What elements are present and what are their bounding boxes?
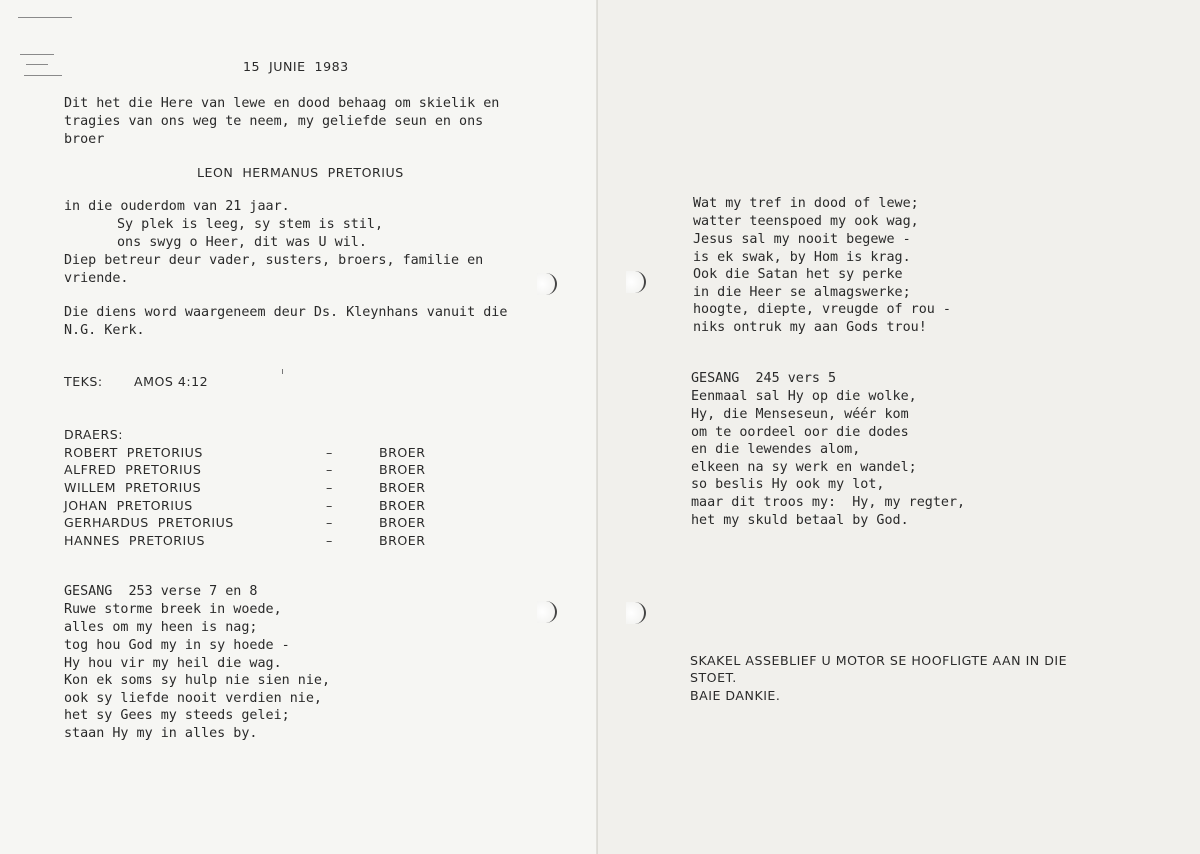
hymn-line: elkeen na sy werk en wandel; — [691, 460, 917, 475]
bearer-name: WILLEM PRETORIUS — [64, 480, 202, 495]
bearer-relation: BROER — [379, 462, 426, 477]
verse-line: is ek swak, by Hom is krag. — [693, 250, 911, 265]
text-label: TEKS: — [64, 374, 103, 389]
margin-mark — [26, 64, 48, 65]
bearer-dash: – — [326, 498, 333, 513]
bearer-name: HANNES PRETORIUS — [64, 533, 205, 548]
verse-line: Wat my tref in dood of lewe; — [693, 196, 919, 211]
verse-line: Ook die Satan het sy perke — [693, 267, 903, 282]
service-date: 15 JUNIE 1983 — [243, 59, 349, 74]
hymn-line: maar dit troos my: Hy, my regter, — [691, 495, 966, 510]
hymn-line: Eenmaal sal Hy op die wolke, — [691, 389, 917, 404]
hymn-line: ook sy liefde nooit verdien nie, — [64, 691, 322, 706]
bearer-name: JOHAN PRETORIUS — [64, 498, 193, 513]
service-line: N.G. Kerk. — [64, 323, 145, 338]
hymn-line: tog hou God my in sy hoede - — [64, 638, 290, 653]
hymn-line: alles om my heen is nag; — [64, 620, 258, 635]
bearer-relation: BROER — [379, 480, 426, 495]
hymn-line: het my skuld betaal by God. — [691, 513, 909, 528]
announcement-line: tragies van ons weg te neem, my geliefde seun en ons — [64, 114, 484, 129]
text-reference: AMOS 4:12 — [134, 374, 209, 389]
deceased-name: LEON HERMANUS PRETORIUS — [197, 165, 404, 180]
announcement-line: broer — [64, 132, 105, 147]
poem-line: Sy plek is leeg, sy stem is stil, — [117, 217, 384, 232]
announcement-line: Dit het die Here van lewe en dood behaag om skielik en — [64, 96, 500, 111]
notice-line: STOET. — [690, 670, 737, 685]
verse-line: hoogte, diepte, vreugde of rou - — [693, 302, 951, 317]
verse-line: watter teenspoed my ook wag, — [693, 214, 919, 229]
left-page — [0, 0, 598, 854]
notice-line: SKAKEL ASSEBLIEF U MOTOR SE HOOFLIGTE AAN IN DIE — [690, 653, 1068, 668]
hymn-line: om te oordeel oor die dodes — [691, 425, 909, 440]
hymn-line: Hy hou vir my heil die wag. — [64, 656, 282, 671]
margin-mark — [20, 54, 54, 55]
hymn-line: Kon ek soms sy hulp nie sien nie, — [64, 673, 331, 688]
bearer-dash: – — [326, 533, 333, 548]
hymn-line: so beslis Hy ook my lot, — [691, 477, 885, 492]
hymn-line: en die lewendes alom, — [691, 442, 861, 457]
bearer-relation: BROER — [379, 533, 426, 548]
hymn-line: Hy, die Menseseun, wéér kom — [691, 407, 909, 422]
margin-mark — [18, 17, 72, 18]
punch-hole — [537, 273, 557, 295]
bearer-name: GERHARDUS PRETORIUS — [64, 515, 234, 530]
bearer-dash: – — [326, 445, 333, 460]
bearer-dash: – — [326, 515, 333, 530]
hymn-heading: GESANG 245 vers 5 — [691, 371, 837, 386]
right-page — [598, 0, 1200, 854]
margin-mark — [24, 75, 62, 76]
bearer-dash: – — [326, 462, 333, 477]
age-line: in die ouderdom van 21 jaar. — [64, 199, 290, 214]
punch-hole — [626, 602, 646, 624]
service-line: Die diens word waargeneem deur Ds. Kleynhans vanuit die — [64, 305, 508, 320]
bearer-relation: BROER — [379, 445, 426, 460]
bearers-heading: DRAERS: — [64, 427, 123, 442]
hymn-line: Ruwe storme breek in woede, — [64, 602, 282, 617]
hymn-heading: GESANG 253 verse 7 en 8 — [64, 584, 258, 599]
bearer-relation: BROER — [379, 498, 426, 513]
punch-hole — [626, 271, 646, 293]
stray-mark — [282, 369, 283, 374]
bearer-relation: BROER — [379, 515, 426, 530]
bearer-dash: – — [326, 480, 333, 495]
poem-line: ons swyg o Heer, dit was U wil. — [117, 235, 367, 250]
mourners-line: vriende. — [64, 271, 129, 286]
bearer-name: ALFRED PRETORIUS — [64, 462, 202, 477]
bearer-name: ROBERT PRETORIUS — [64, 445, 203, 460]
hymn-line: staan Hy my in alles by. — [64, 726, 258, 741]
verse-line: niks ontruk my aan Gods trou! — [693, 320, 927, 335]
verse-line: in die Heer se almagswerke; — [693, 285, 911, 300]
verse-line: Jesus sal my nooit begewe - — [693, 232, 911, 247]
notice-line: BAIE DANKIE. — [690, 688, 781, 703]
punch-hole — [537, 601, 557, 623]
mourners-line: Diep betreur deur vader, susters, broers, familie en — [64, 253, 484, 268]
hymn-line: het sy Gees my steeds gelei; — [64, 708, 290, 723]
